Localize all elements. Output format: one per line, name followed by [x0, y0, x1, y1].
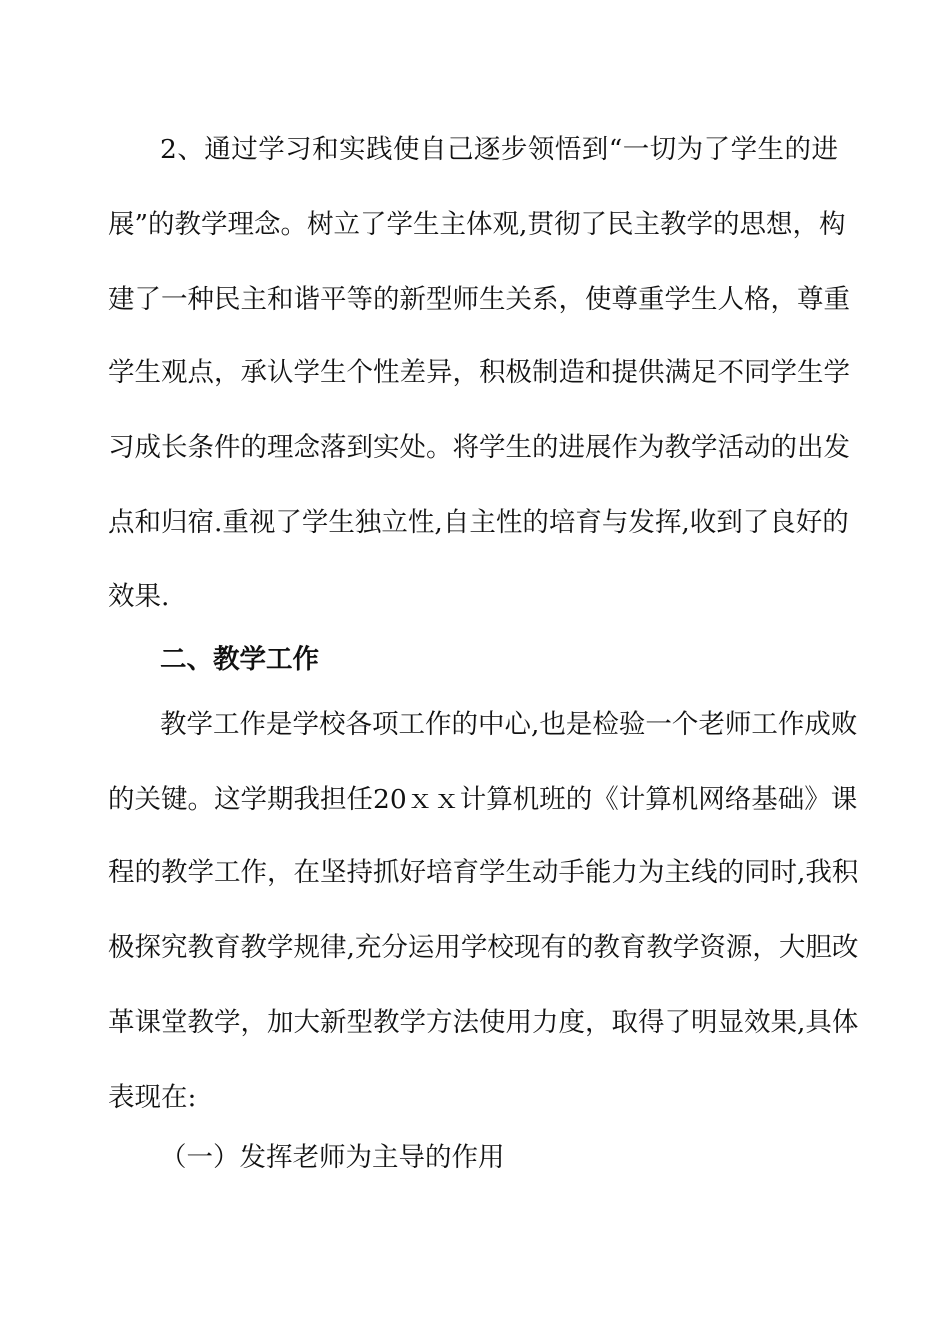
paragraph-2-line-2: 的关键。这学期我担任20ｘｘ计算机班的《计算机网络基础》课 [108, 784, 858, 815]
paragraph-1-line-6: 点和归宿.重视了学生独立性,自主性的培育与发挥,收到了良好的 [108, 507, 849, 538]
paragraph-1-line-4: 学生观点，承认学生个性差异，积极制造和提供满足不同学生学 [108, 357, 850, 388]
paragraph-1-line-5: 习成长条件的理念落到实处。将学生的进展作为教学活动的出发 [108, 432, 850, 463]
paragraph-1-line-2: 展”的教学理念。树立了学生主体观,贯彻了民主教学的思想，构 [108, 209, 846, 240]
section-heading-teaching-work: 二、教学工作 [160, 644, 319, 675]
paragraph-1-line-3: 建了一种民主和谐平等的新型师生关系，使尊重学生人格，尊重 [108, 284, 850, 315]
paragraph-2-line-1: 教学工作是学校各项工作的中心,也是检验一个老师工作成败 [160, 709, 858, 740]
paragraph-2-line-6: 表现在: [108, 1082, 197, 1113]
paragraph-2-line-3: 程的教学工作，在坚持抓好培育学生动手能力为主线的同时,我积 [108, 857, 859, 888]
paragraph-2-line-5: 革课堂教学，加大新型教学方法使用力度，取得了明显效果,具体 [108, 1007, 859, 1038]
paragraph-1-line-1: 2、通过学习和实践使自己逐步领悟到“一切为了学生的进 [160, 134, 838, 165]
paragraph-1-line-7: 效果. [108, 581, 170, 612]
paragraph-2-line-4: 极探究教育教学规律,充分运用学校现有的教育教学资源，大胆改 [108, 932, 859, 963]
subheading-teacher-leading-role: （一）发挥老师为主导的作用 [160, 1142, 505, 1173]
